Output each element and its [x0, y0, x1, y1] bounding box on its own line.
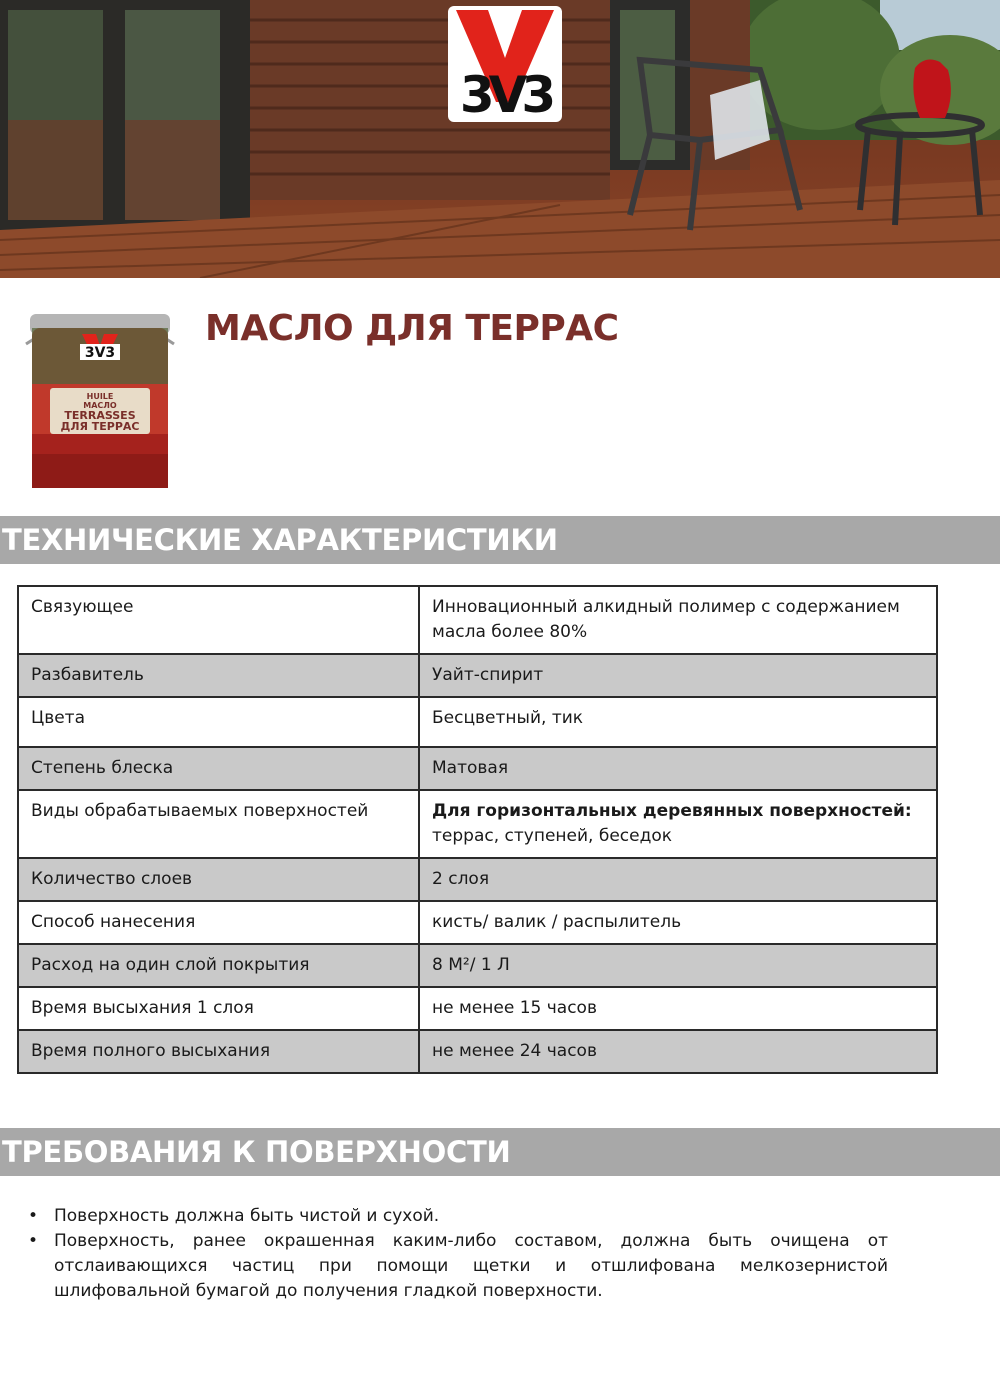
spec-value: Инновационный алкидный полимер с содержанием масла более 80% [419, 586, 937, 654]
list-item: • Поверхность должна быть чистой и сухой. [28, 1204, 888, 1229]
product-can-image [20, 304, 180, 494]
surface-requirements-list [28, 1204, 888, 1304]
table-row [18, 747, 937, 790]
spec-key: Время высыхания 1 слоя [18, 987, 419, 1030]
spec-value: не менее 24 часов [419, 1030, 937, 1073]
table-row [18, 901, 937, 944]
can-label-line1: HUILE [86, 392, 114, 401]
spec-value: Уайт-спирит [419, 654, 937, 697]
table-row [18, 944, 937, 987]
spec-key: Степень блеска [18, 747, 419, 790]
spec-value-bold: Для горизонтальных деревянных поверхностей: [432, 801, 912, 821]
table-row [18, 987, 937, 1030]
paint-can-icon [20, 304, 180, 494]
can-label-line2: МАСЛО [83, 401, 117, 410]
brand-logo [448, 6, 562, 122]
tech-section-heading: ТЕХНИЧЕСКИЕ ХАРАКТЕРИСТИКИ [2, 523, 558, 557]
table-row [18, 697, 937, 747]
logo-text: 3V3 [459, 66, 551, 124]
spec-key: Количество слоев [18, 858, 419, 901]
can-label-line3: TERRASSES [64, 409, 136, 422]
spec-key: Способ нанесения [18, 901, 419, 944]
spec-key: Виды обрабатываемых поверхностей [18, 790, 419, 858]
table-row [18, 586, 937, 654]
product-title: МАСЛО ДЛЯ ТЕРРАС [205, 308, 619, 349]
surface-section-heading: ТРЕБОВАНИЯ К ПОВЕРХНОСТИ [2, 1135, 511, 1169]
tech-section-header [0, 516, 1000, 564]
hero-photo [0, 0, 1000, 278]
can-logo-text: 3V3 [84, 345, 116, 361]
spec-value: 8 М²/ 1 Л [419, 944, 937, 987]
list-item: • Поверхность, ранее окрашенная каким-либо составом, должна быть очищена от отслаивающихся частиц при помощи щетки и отшлифована мелкозернистой шлифовальной бумагой до получения гладкой поверхности. [28, 1229, 888, 1304]
table-row [18, 1030, 937, 1073]
spec-key: Разбавитель [18, 654, 419, 697]
spec-key: Время полного высыхания [18, 1030, 419, 1073]
spec-value: Бесцветный, тик [419, 697, 937, 747]
spec-value: 2 слоя [419, 858, 937, 901]
can-label-line4: ДЛЯ ТЕРРАС [60, 420, 140, 433]
table-row [18, 858, 937, 901]
table-row [18, 790, 937, 858]
spec-key: Расход на один слой покрытия [18, 944, 419, 987]
table-row [18, 654, 937, 697]
spec-table [17, 585, 938, 1074]
spec-value-cell [419, 790, 937, 858]
spec-value: кисть/ валик / распылитель [419, 901, 937, 944]
spec-value: не менее 15 часов [419, 987, 937, 1030]
spec-value: Матовая [419, 747, 937, 790]
surface-section-header [0, 1128, 1000, 1176]
spec-key: Связующее [18, 586, 419, 654]
spec-value: террас, ступеней, беседок [432, 826, 673, 846]
spec-key: Цвета [18, 697, 419, 747]
